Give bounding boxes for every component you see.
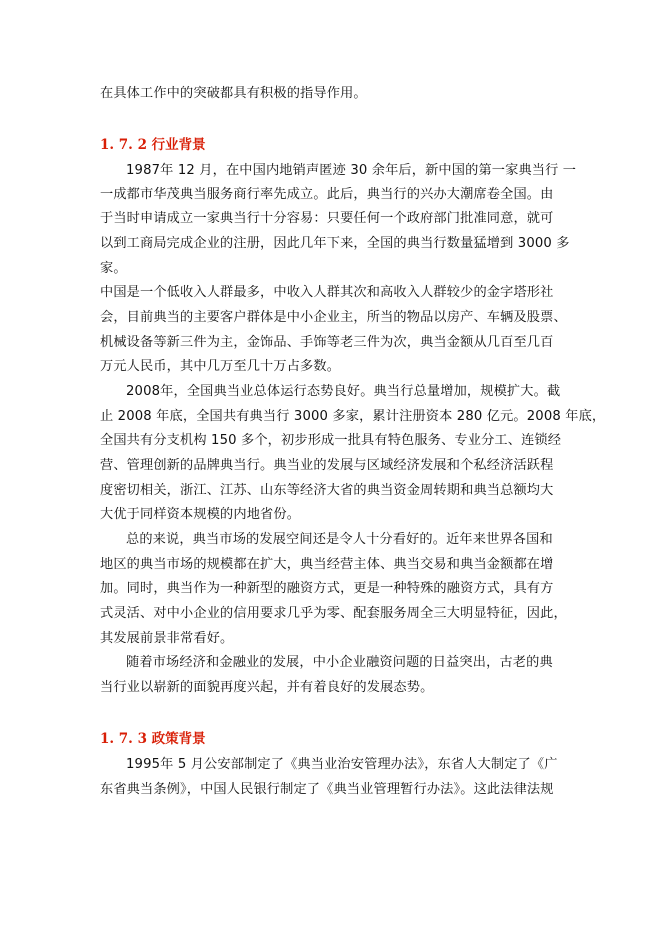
paragraph-line: 加。同时，典当作为一种新型的融资方式，更是一种特殊的融资方式，具有方 (100, 581, 554, 596)
paragraph-line: 当行业以崭新的面貌再度兴起，并有着良好的发展态势。 (100, 680, 434, 695)
paragraph-line: 家。 (100, 261, 127, 276)
paragraph-line: 度密切相关，浙江、江苏、山东等经济大省的典当资金周转期和典当总额均大 (100, 483, 554, 498)
paragraph-line: 于当时申请成立一家典当行十分容易：只要任何一个政府部门批准同意，就可 (100, 211, 554, 226)
paragraph-line: 中国是一个低收入人群最多，中收入人群其次和高收入人群较少的金字塔形社 (100, 285, 554, 300)
section-heading-1-7-3: 1. 7. 3 政策背景 (100, 731, 206, 747)
paragraph-line: 1995年 5 月公安部制定了《典当业治安管理办法》，东省人大制定了《广 (126, 757, 558, 772)
paragraph-line: 机械设备等新三件为主，金饰品、手饰等老三件为次，典当金额从几百至几百 (100, 335, 554, 350)
intro-tail-line: 在具体工作中的突破都具有积极的指导作用。 (100, 86, 367, 101)
paragraph-line: 其发展前景非常看好。 (100, 631, 234, 646)
paragraph-line: 全国共有分支机构 150 多个，初步形成一批具有特色服务、专业分工、连锁经 (100, 433, 562, 448)
paragraph-line: 止 2008 年底，全国共有典当行 3000 多家，累计注册资本 280 亿元。2008 年底， (100, 409, 606, 424)
paragraph-line: 2008年，全国典当业总体运行态势良好。典当行总量增加，规模扩大。截 (126, 384, 561, 399)
paragraph-line: 地区的典当市场的规模都在扩大，典当经营主体、典当交易和典当金额都在增 (100, 557, 554, 572)
section-heading-1-7-2: 1. 7. 2 行业背景 (100, 137, 206, 153)
paragraph-line: 随着市场经济和金融业的发展，中小企业融资问题的日益突出，古老的典 (126, 655, 553, 670)
paragraph-line: 会，目前典当的主要客户群体是中小企业主，所当的物品以房产、车辆及股票、 (100, 310, 567, 325)
paragraph-line: 以到工商局完成企业的注册，因此几年下来，全国的典当行数量猛增到 3000 多 (100, 236, 570, 251)
paragraph-line: 一成都市华茂典当服务商行率先成立。此后，典当行的兴办大潮席卷全国。由 (100, 187, 554, 202)
paragraph-line: 营、管理创新的品牌典当行。典当业的发展与区域经济发展和个私经济活跃程 (100, 458, 554, 473)
paragraph-line: 1987年 12 月，在中国内地销声匿迹 30 余年后，新中国的第一家典当行 一 (126, 163, 577, 178)
paragraph-line: 万元人民币，其中几万至几十万占多数。 (100, 359, 341, 374)
paragraph-line: 式灵活、对中小企业的信用要求几乎为零、配套服务周全三大明显特征，因此， (100, 606, 567, 621)
paragraph-line: 总的来说，典当市场的发展空间还是令人十分看好的。近年来世界各国和 (126, 532, 553, 547)
paragraph-line: 大优于同样资本规模的内地省份。 (100, 507, 301, 522)
paragraph-line: 东省典当条例》，中国人民银行制定了《典当业管理暂行办法》。这此法律法规 (100, 782, 554, 797)
